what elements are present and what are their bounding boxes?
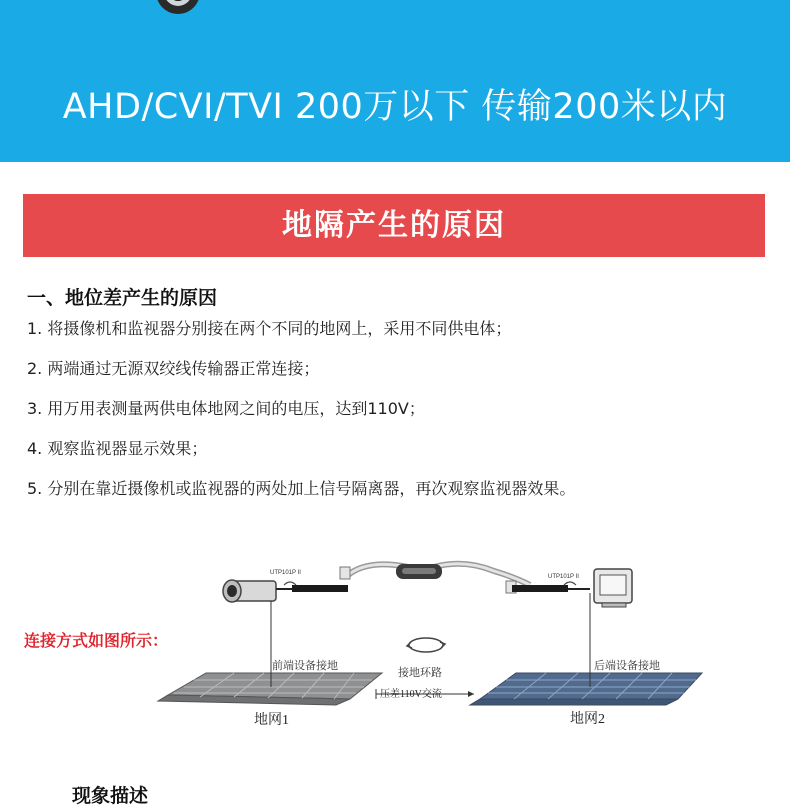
list-item: 2. 两端通过无源双绞线传输器正常连接； xyxy=(27,359,320,378)
list-item: 3. 用万用表测量两供电体地网之间的电压，达到110V； xyxy=(27,399,425,418)
camera-icon xyxy=(223,580,276,602)
camera-lens-icon xyxy=(153,0,203,18)
ground-net-2-label: 地网2 xyxy=(570,712,605,727)
banner-title: 地隔产生的原因 xyxy=(282,208,506,243)
list-item: 4. 观察监视器显示效果； xyxy=(27,439,208,458)
left-transmitter-icon xyxy=(270,570,348,592)
next-section-heading: 现象描述 xyxy=(72,785,149,807)
steps-list xyxy=(27,317,575,517)
cable-with-isolator xyxy=(340,564,530,593)
svg-text:UTP101P II: UTP101P II xyxy=(548,574,579,580)
loop-arrow-icon xyxy=(407,638,445,652)
ground-net-2 xyxy=(470,673,702,705)
section-banner xyxy=(23,194,765,257)
page-title: AHD/CVI/TVI 200万以下 传输200米以内 xyxy=(62,87,728,127)
header-band xyxy=(0,0,790,162)
connection-diagram xyxy=(150,545,740,745)
connection-label: 连接方式如图所示： xyxy=(24,631,169,650)
ground-net-1-label: 地网1 xyxy=(254,713,289,728)
ground-net-1 xyxy=(158,673,382,705)
list-item: 5. 分别在靠近摄像机或监视器的两处加上信号隔离器，再次观察监视器效果。 xyxy=(27,479,576,498)
voltage-diff-label: 压差110V交流 xyxy=(380,689,442,700)
ground-loop-label: 接地环路 xyxy=(398,667,442,679)
back-ground-label: 后端设备接地 xyxy=(594,660,660,672)
svg-text:UTP101P II: UTP101P II xyxy=(270,570,301,576)
list-item: 1. 将摄像机和监视器分别接在两个不同的地网上，采用不同供电体； xyxy=(27,319,512,338)
front-ground-label: 前端设备接地 xyxy=(272,660,338,672)
monitor-icon xyxy=(594,569,632,607)
section-heading: 一、地位差产生的原因 xyxy=(27,287,218,309)
